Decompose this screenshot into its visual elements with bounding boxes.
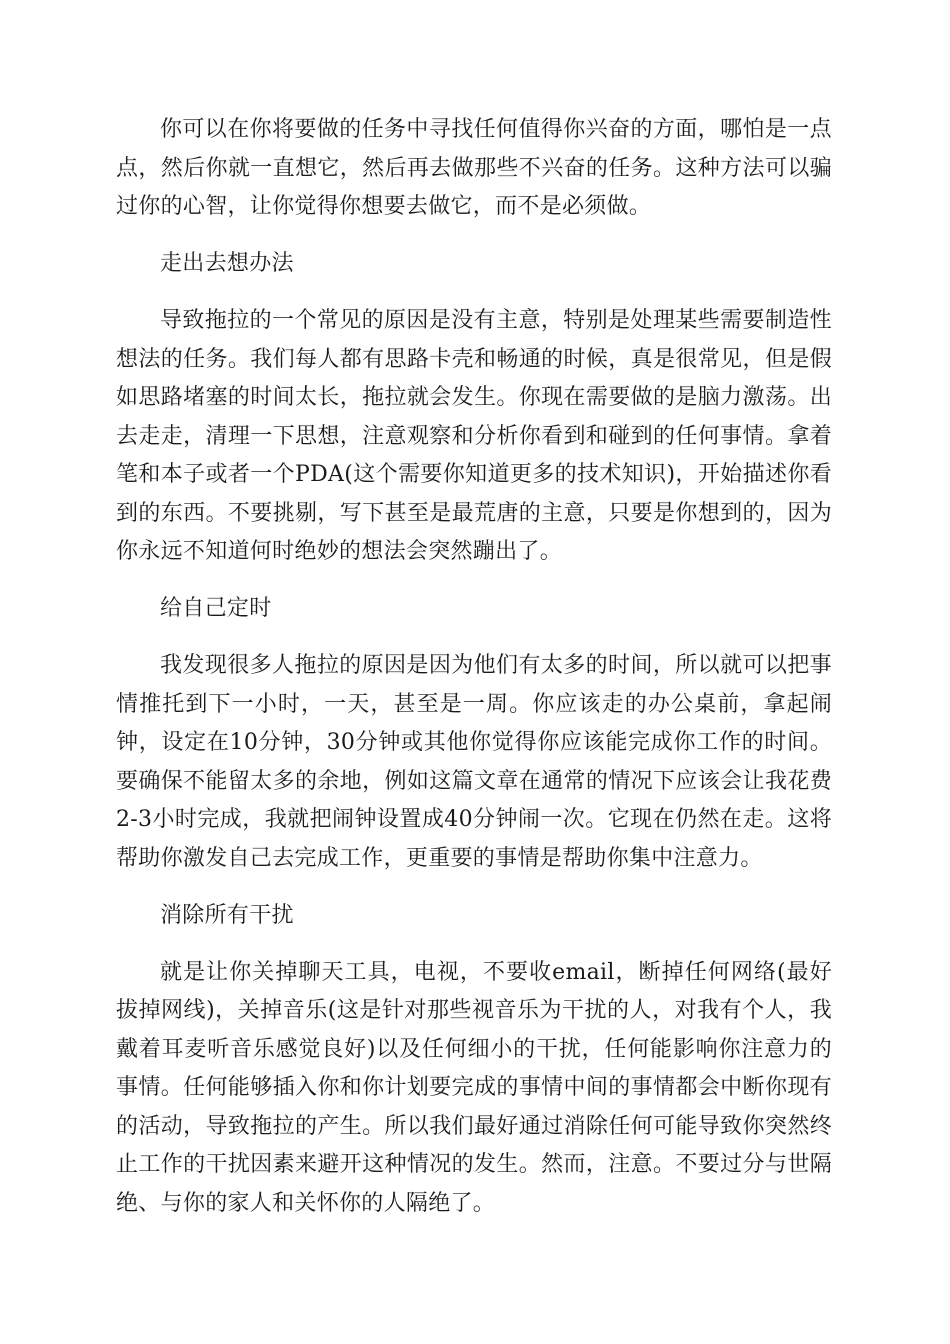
section-heading-set-timer: 给自己定时 [160, 596, 272, 621]
document-body [116, 111, 832, 1242]
paragraph-distractions: 就是让你关掉聊天工具，电视，不要收email，断掉任何网络(最好拔掉网线)，关掉音乐(这是针对那些视音乐为干扰的人，对我有个人，我戴着耳麦听音乐感觉良好)以及任何细小的干扰，任何能影响你注意力的事情。任何能够插入你和你计划要完成的事情中间的事情都会中断你现有的活动，导致拖拉的产生。所以我们最好通过消除任何可能导致你突然终止工作的干扰因素来避开这种情况的发生。然而，注意。不要过分与世隔绝、与你的家人和关怀你的人隔绝了。 [116, 959, 832, 1216]
paragraph-brainstorm: 导致拖拉的一个常见的原因是没有主意，特别是处理某些需要制造性想法的任务。我们每人都有思路卡壳和畅通的时候，真是很常见，但是假如思路堵塞的时间太长，拖拉就会发生。你现在需要做的是脑力激荡。出去走走，清理一下思想，注意观察和分析你看到和碰到的任何事情。拿着笔和本子或者一个PDA(这个需要你知道更多的技术知识)，开始描述你看到的东西。不要挑剔，写下甚至是最荒唐的主意，只要是你想到的，因为你永远不知道何时绝妙的想法会突然蹦出了。 [116, 308, 832, 564]
section-heading-go-out: 走出去想办法 [160, 251, 294, 276]
paragraph-timer: 我发现很多人拖拉的原因是因为他们有太多的时间，所以就可以把事情推托到下一小时，一天，甚至是一周。你应该走的办公桌前，拿起闹钟，设定在10分钟，30分钟或其他你觉得你应该能完成你工作的时间。要确保不能留太多的余地，例如这篇文章在通常的情况下应该会让我花费2-3小时完成，我就把闹钟设置成40分钟闹一次。它现在仍然在走。这将帮助你激发自己去完成工作，更重要的事情是帮助你集中注意力。 [116, 653, 832, 871]
section-heading-remove-distractions: 消除所有干扰 [160, 902, 294, 928]
paragraph-find-excitement: 你可以在你将要做的任务中寻找任何值得你兴奋的方面，哪怕是一点点，然后你就一直想它，然后再去做那些不兴奋的任务。这种方法可以骗过你的心智，让你觉得你想要去做它，而不是必须做。 [116, 117, 832, 219]
